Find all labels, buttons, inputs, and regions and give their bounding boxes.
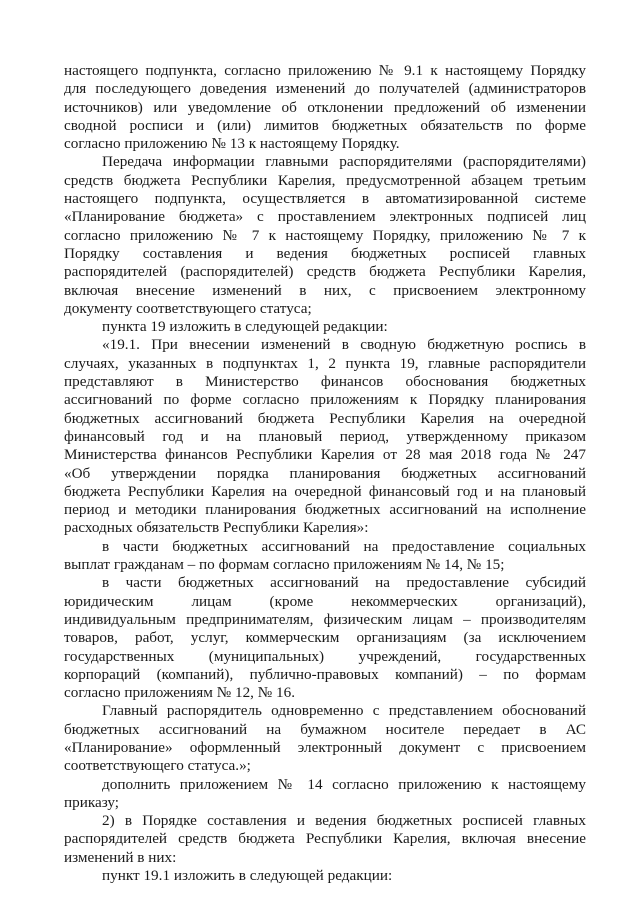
text-line: настоящего подпункта, согласно приложению № 9.1 к настоящему Порядку bbox=[64, 62, 586, 79]
text-line: средств бюджета Республики Карелия, предусмотренной абзацем третьим bbox=[64, 171, 586, 189]
text-line: выплат гражданам – по формам согласно приложениям № 14, № 15; bbox=[64, 556, 505, 574]
text-line: Передача информации главными распорядителями (распорядителями) bbox=[102, 153, 586, 171]
text-line: источников) или уведомление об отклонении предложений об изменении bbox=[64, 98, 586, 116]
text-line: пункт 19.1 изложить в следующей редакции: bbox=[102, 867, 393, 885]
text-line: согласно приложению № 13 к настоящему Порядку. bbox=[64, 135, 400, 153]
text-line: распорядителей средств бюджета Республики Карелия, включая внесение bbox=[64, 830, 586, 848]
text-line: согласно приложениям № 12, № 16. bbox=[64, 684, 296, 702]
text-line: изменений в них: bbox=[64, 848, 177, 866]
text-line: бюджета Республики Карелия на очередной финансовый год и на плановый bbox=[64, 482, 586, 500]
text-line: дополнить приложением № 14 согласно приложению к настоящему bbox=[102, 775, 586, 793]
text-line: в части бюджетных ассигнований на предоставление субсидий bbox=[102, 574, 586, 592]
text-line: период и методики планирования бюджетных ассигнований на исполнение bbox=[64, 501, 586, 519]
text-line: расходных обязательств Республики Карелия»: bbox=[64, 519, 369, 537]
text-line: Порядку составления и ведения бюджетных росписей главных bbox=[64, 244, 586, 262]
text-line: представляют в Министерство финансов обоснования бюджетных bbox=[64, 373, 586, 391]
text-line: «Об утверждении порядка планирования бюджетных ассигнований bbox=[64, 464, 586, 482]
text-line: Главный распорядитель одновременно с представлением обоснований bbox=[102, 702, 586, 720]
text-line: в части бюджетных ассигнований на предоставление социальных bbox=[102, 537, 586, 555]
text-line: Министерства финансов Республики Карелия от 28 мая 2018 года № 247 bbox=[64, 446, 586, 464]
text-line: 2) в Порядке составления и ведения бюджетных росписей главных bbox=[102, 812, 586, 830]
text-line: «19.1. При внесении изменений в сводную бюджетную роспись в bbox=[102, 336, 586, 354]
text-line: корпораций (компаний), публично-правовых компаний) – по формам bbox=[64, 665, 586, 683]
text-line: приказу; bbox=[64, 793, 120, 811]
text-line: государственных (муниципальных) учреждений, государственных bbox=[64, 647, 586, 665]
text-line: бюджетных ассигнований на бумажном носителе передает в АС bbox=[64, 720, 586, 738]
text-line: случаях, указанных в подпунктах 1, 2 пункта 19, главные распорядители bbox=[64, 354, 586, 372]
text-line: «Планирование» оформленный электронный документ с присвоением bbox=[64, 738, 586, 756]
text-line: для последующего доведения изменений до получателей (администраторов bbox=[64, 80, 586, 98]
text-line: распорядителей (распорядителей) средств бюджета Республики Карелия, bbox=[64, 263, 586, 281]
document-body bbox=[64, 62, 586, 885]
text-line: пункта 19 изложить в следующей редакции: bbox=[102, 318, 388, 336]
text-line: товаров, работ, услуг, коммерческим организациям (за исключением bbox=[64, 629, 586, 647]
text-line: документу соответствующего статуса; bbox=[64, 299, 312, 317]
text-line: индивидуальным предпринимателям, физическим лицам – производителям bbox=[64, 610, 586, 628]
text-line: согласно приложению № 7 к настоящему Порядку, приложению № 7 к bbox=[64, 226, 586, 244]
text-line: ассигнований по форме согласно приложениям к Порядку планирования bbox=[64, 391, 586, 409]
text-line: включая внесение изменений в них, с присвоением электронному bbox=[64, 281, 586, 299]
text-line: юридическим лицам (кроме некоммерческих организаций), bbox=[64, 592, 586, 610]
text-line: «Планирование бюджета» с проставлением электронных подписей лиц bbox=[64, 208, 586, 226]
text-line: бюджетных ассигнований бюджета Республики Карелия на очередной bbox=[64, 409, 586, 427]
text-line: сводной росписи и (или) лимитов бюджетных обязательств по форме bbox=[64, 116, 586, 134]
text-line: финансовый год и на плановый период, утвержденному приказом bbox=[64, 427, 586, 445]
text-line: настоящего подпункта, осуществляется в автоматизированной системе bbox=[64, 190, 586, 208]
text-line: соответствующего статуса.»; bbox=[64, 757, 251, 775]
